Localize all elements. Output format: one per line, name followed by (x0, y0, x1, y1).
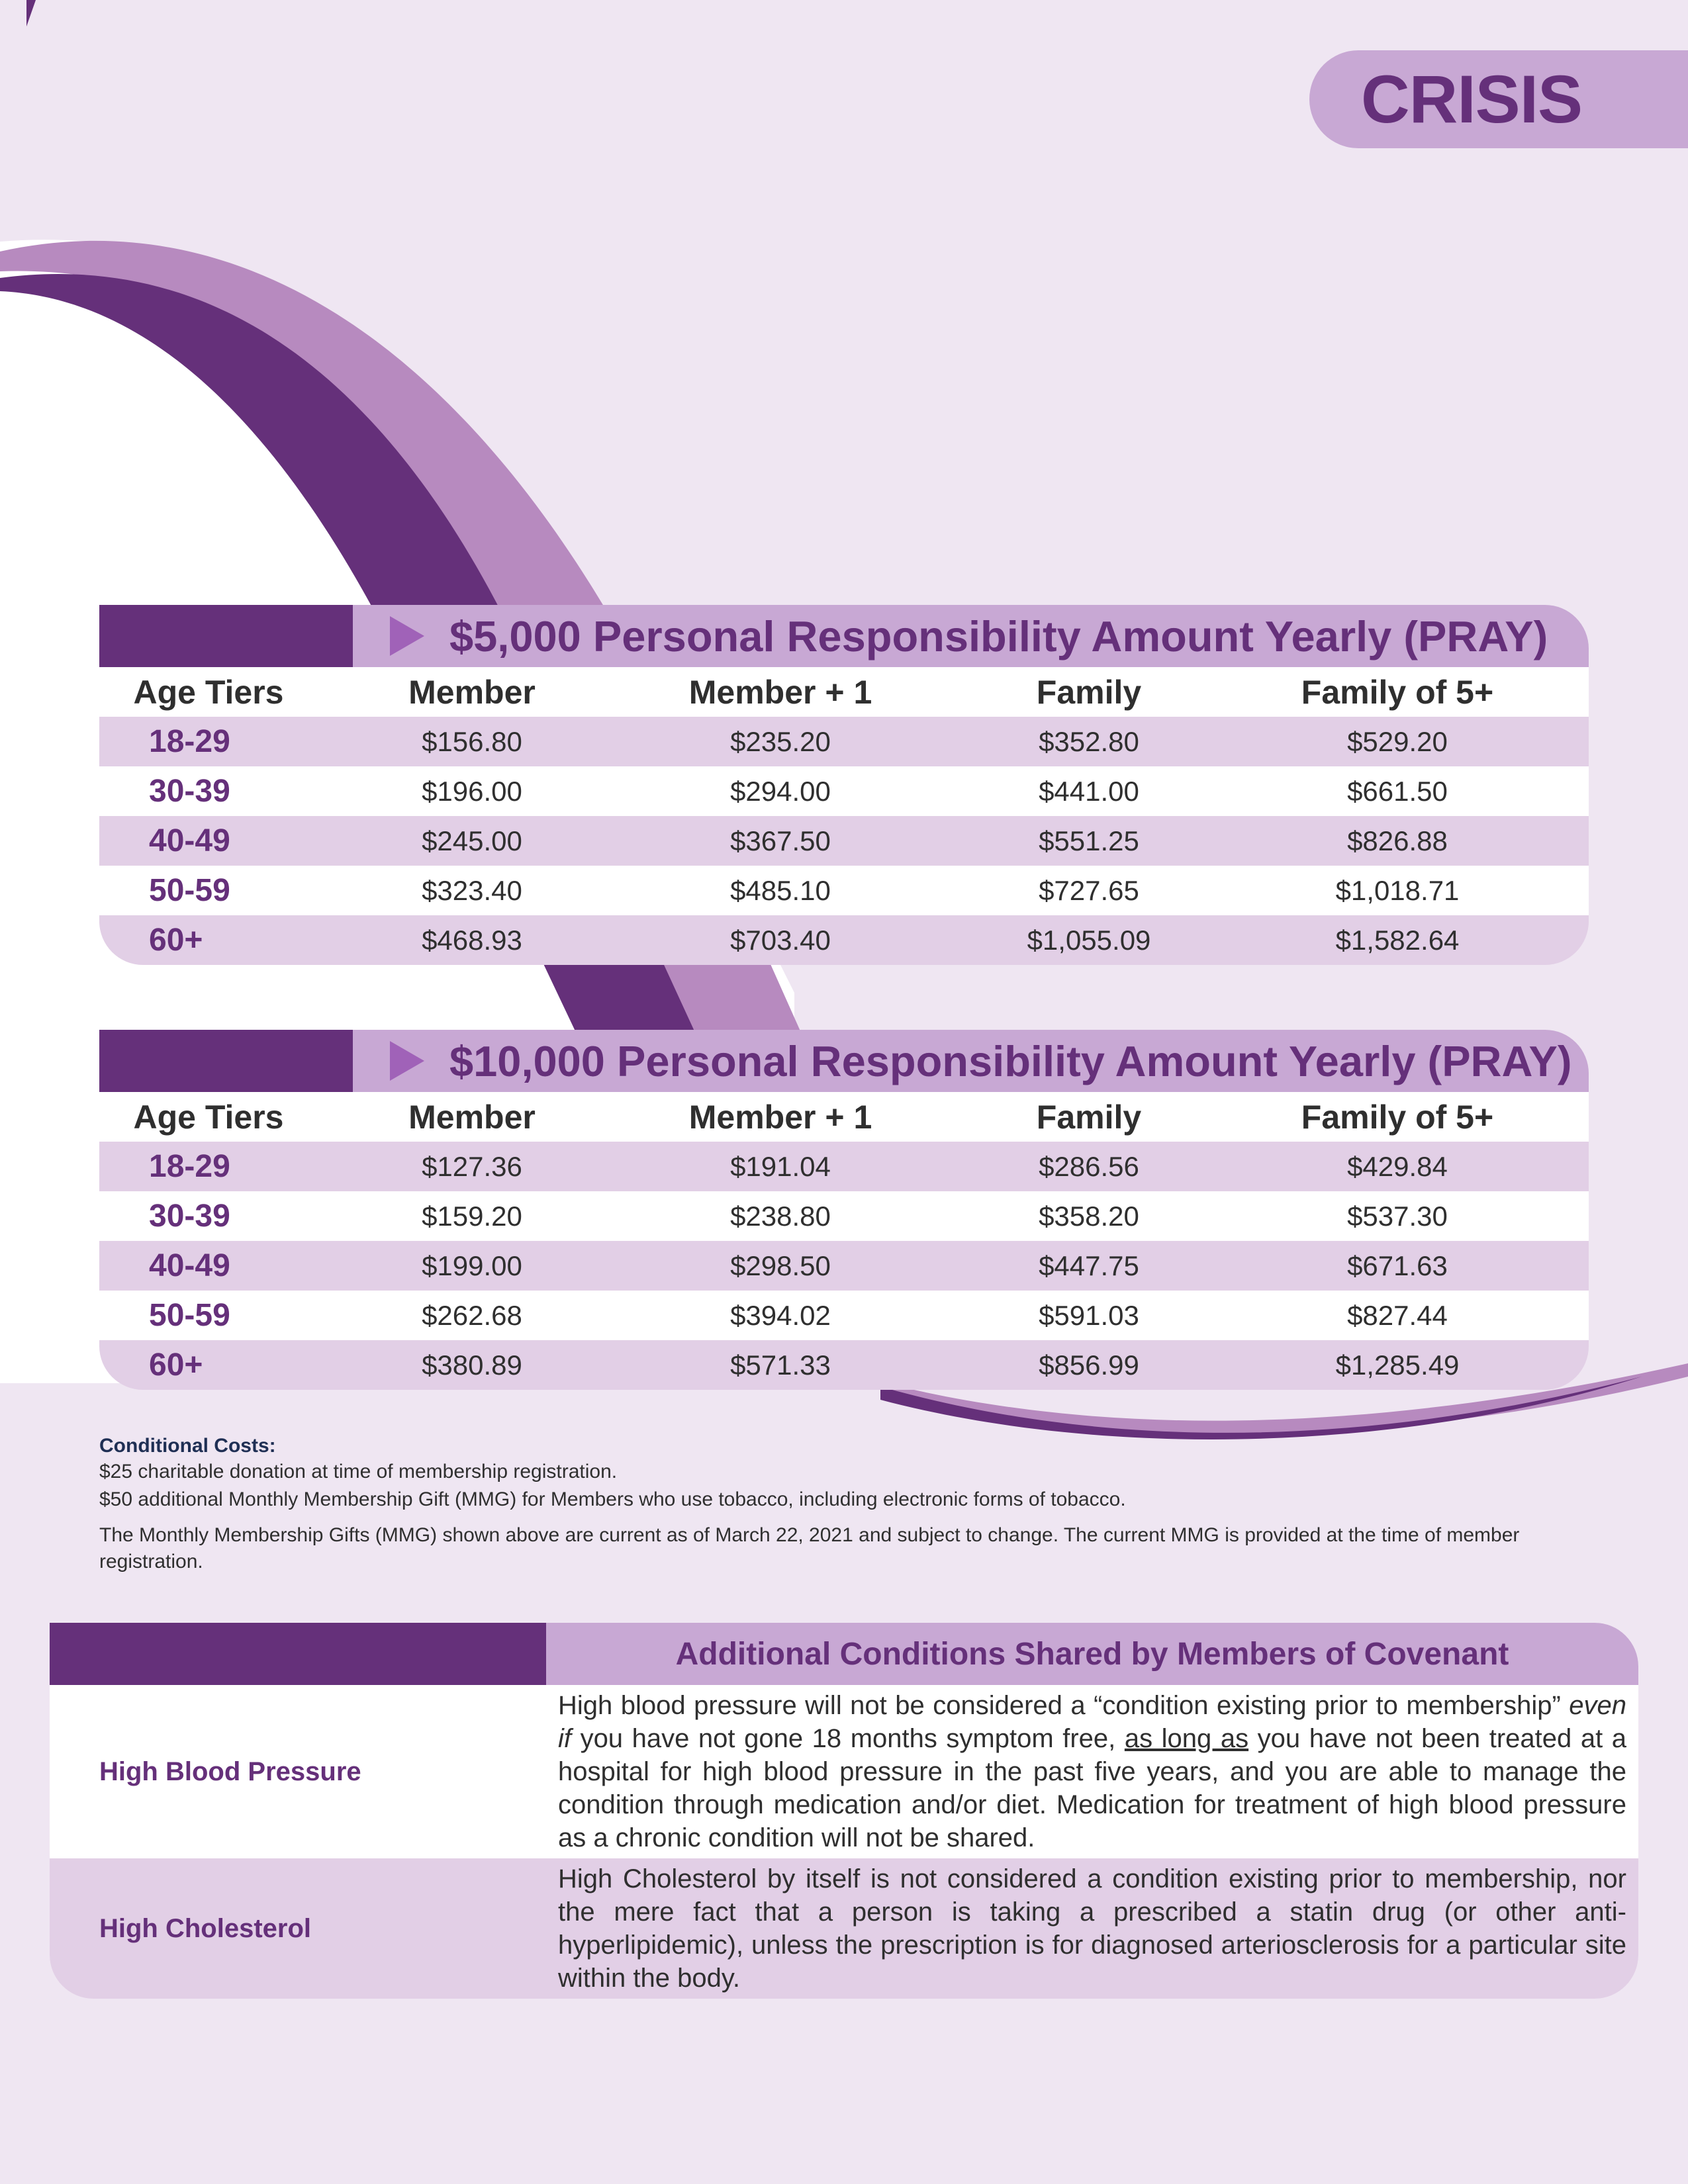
price-cell: $1,018.71 (1335, 874, 1460, 906)
age-tier: 50-59 (149, 1298, 230, 1333)
price-cell: $661.50 (1347, 775, 1448, 807)
price-cell: $447.75 (1039, 1250, 1139, 1281)
price-cell: $235.20 (730, 725, 831, 757)
table-row (99, 717, 1589, 766)
table-row (99, 866, 1589, 915)
condition-row (50, 1685, 1638, 1858)
price-cell: $262.68 (422, 1299, 522, 1331)
conditions-title: Additional Conditions Shared by Members of Covenant (675, 1636, 1509, 1672)
price-cell: $352.80 (1039, 725, 1139, 757)
price-cell: $485.10 (730, 874, 831, 906)
price-cell: $1,285.49 (1335, 1349, 1460, 1381)
rate-table-10000 (99, 1030, 1589, 1390)
price-cell: $159.20 (422, 1200, 522, 1232)
price-cell: $529.20 (1347, 725, 1448, 757)
column-header: Member (408, 673, 536, 711)
price-cell: $1,055.09 (1027, 924, 1151, 956)
price-cell: $286.56 (1039, 1150, 1139, 1182)
table-title: $10,000 Personal Responsibility Amount Yearly (PRAY) (449, 1036, 1572, 1085)
rate-table-5000 (99, 605, 1589, 965)
mmg-disclaimer: The Monthly Membership Gifts (MMG) shown above are current as of March 22, 2021 and subject to change. The current MMG is provided at the time of member registration. (99, 1524, 1520, 1572)
price-cell: $245.00 (422, 825, 522, 856)
price-cell: $323.40 (422, 874, 522, 906)
price-cell: $468.93 (422, 924, 522, 956)
price-cell: $394.02 (730, 1299, 831, 1331)
table-row (99, 816, 1589, 866)
condition-description: High blood pressure will not be considered a “condition existing prior to membership” even if you have not gone 18 months symptom free, as long as you have not been treated at a hospital for high blood pressure in the past five years, and you are able to manage the condition through medication and/or diet. Medication for treatment of high blood pressure as a chronic condition will not be shared. (558, 1691, 1626, 1852)
price-cell: $827.44 (1347, 1299, 1448, 1331)
price-cell: $551.25 (1039, 825, 1139, 856)
crisis-tag (1309, 50, 1688, 148)
condition-row (50, 1858, 1638, 1999)
price-cell: $441.00 (1039, 775, 1139, 807)
notes-line: $50 additional Monthly Membership Gift (MMG) for Members who use tobacco, including electronic forms of tobacco. (99, 1488, 1126, 1510)
column-header: Member + 1 (688, 1098, 872, 1136)
column-header: Family of 5+ (1301, 673, 1494, 711)
age-tier: 18-29 (149, 724, 230, 759)
price-cell: $156.80 (422, 725, 522, 757)
price-cell: $537.30 (1347, 1200, 1448, 1232)
price-cell: $591.03 (1039, 1299, 1139, 1331)
price-cell: $380.89 (422, 1349, 522, 1381)
price-cell: $367.50 (730, 825, 831, 856)
price-cell: $1,582.64 (1335, 924, 1460, 956)
notes-line: $25 charitable donation at time of membership registration. (99, 1461, 618, 1482)
price-cell: $199.00 (422, 1250, 522, 1281)
age-tier: 18-29 (149, 1149, 230, 1184)
price-cell: $298.50 (730, 1250, 831, 1281)
conditional-costs-notes (99, 1435, 1589, 1575)
column-header-row (99, 1092, 1589, 1142)
play-arrow-icon (390, 1041, 424, 1081)
conditions-table (50, 1623, 1638, 1999)
table-title: $5,000 Personal Responsibility Amount Yearly (PRAY) (449, 612, 1548, 660)
price-cell: $571.33 (730, 1349, 831, 1381)
column-header: Member + 1 (688, 673, 872, 711)
column-header: Family (1036, 1098, 1142, 1136)
age-tier: 40-49 (149, 1248, 230, 1283)
column-header: Member (408, 1098, 536, 1136)
price-cell: $703.40 (730, 924, 831, 956)
price-cell: $671.63 (1347, 1250, 1448, 1281)
price-cell: $191.04 (730, 1150, 831, 1182)
price-cell: $196.00 (422, 775, 522, 807)
price-cell: $429.84 (1347, 1150, 1448, 1182)
crisis-tag-label: CRISIS (1361, 61, 1583, 137)
condition-description: High Cholesterol by itself is not considered a condition existing prior to membership, nor the mere fact that a person is taking a prescribed a statin drug (or other anti-hyperlipidemic), unless the prescription is for diagnosed arteriosclerosis for a particular site within the body. (558, 1864, 1626, 1993)
column-header: Age Tiers (133, 1098, 284, 1136)
age-tier: 60+ (149, 1347, 203, 1383)
age-tier: 30-39 (149, 1199, 230, 1234)
table-row (99, 1291, 1589, 1340)
table-row (99, 915, 1589, 965)
age-tier: 60+ (149, 923, 203, 958)
table-row (99, 1241, 1589, 1291)
table-row (99, 1142, 1589, 1191)
conditions-title-bar (50, 1623, 1638, 1685)
price-cell: $826.88 (1347, 825, 1448, 856)
price-cell: $127.36 (422, 1150, 522, 1182)
age-tier: 30-39 (149, 774, 230, 809)
table-row (99, 766, 1589, 816)
condition-name: High Cholesterol (99, 1913, 312, 1943)
table-row (99, 1191, 1589, 1241)
table-row (99, 1340, 1589, 1390)
column-header: Family (1036, 673, 1142, 711)
column-header: Family of 5+ (1301, 1098, 1494, 1136)
price-cell: $238.80 (730, 1200, 831, 1232)
price-cell: $856.99 (1039, 1349, 1139, 1381)
age-tier: 40-49 (149, 823, 230, 858)
table-title-bar (99, 605, 1589, 667)
price-cell: $727.65 (1039, 874, 1139, 906)
price-cell: $294.00 (730, 775, 831, 807)
age-tier: 50-59 (149, 873, 230, 908)
play-arrow-icon (390, 616, 424, 656)
notes-label: Conditional Costs: (99, 1435, 276, 1457)
condition-name: High Blood Pressure (99, 1756, 361, 1786)
price-cell: $358.20 (1039, 1200, 1139, 1232)
table-title-bar (99, 1030, 1589, 1092)
column-header-row (99, 667, 1589, 717)
column-header: Age Tiers (133, 673, 284, 711)
